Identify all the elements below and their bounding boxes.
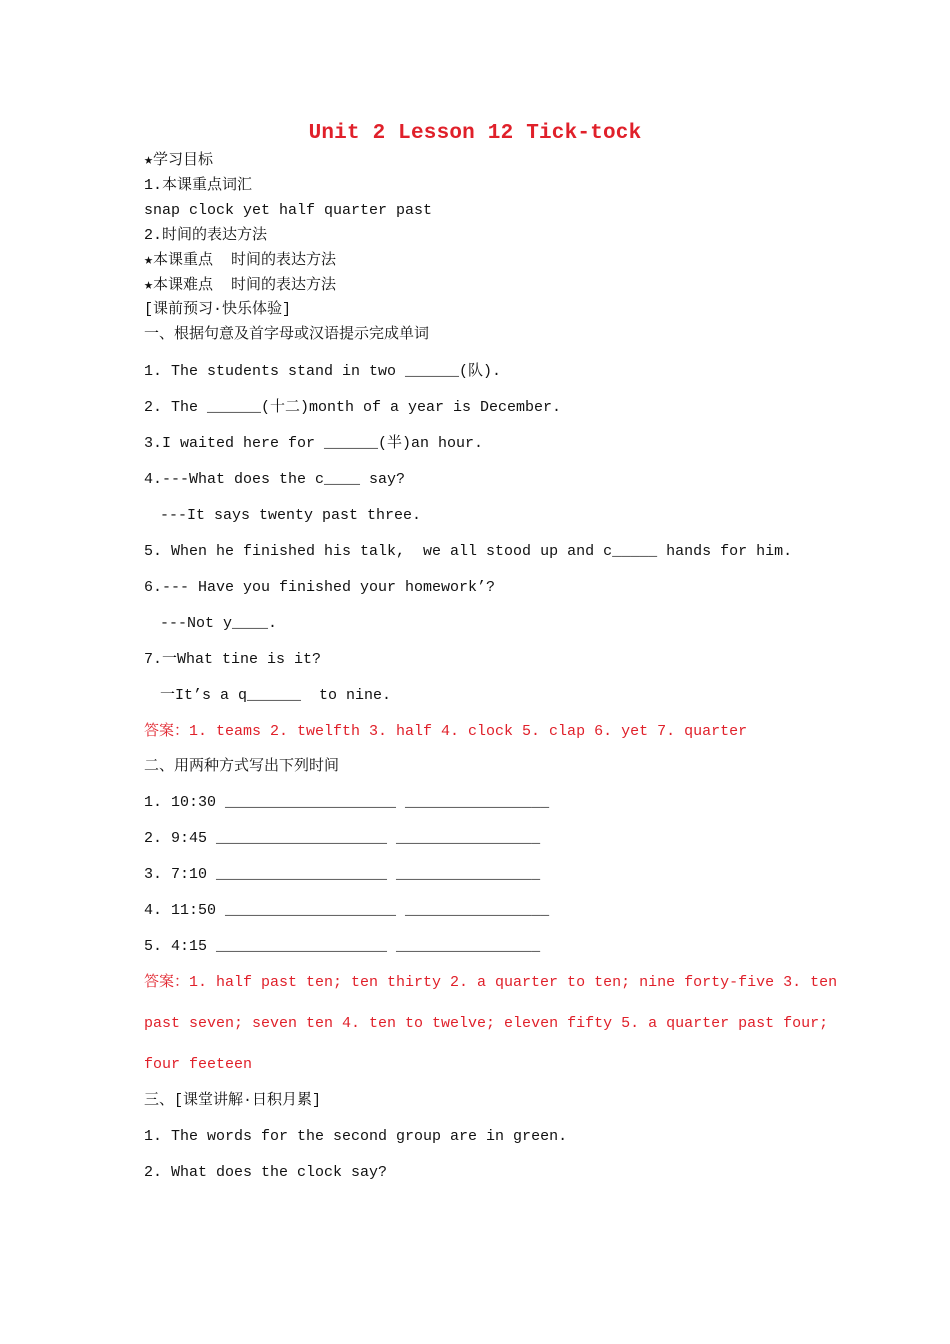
section2-question-1: 1. 10:30 ___________________ ________________	[144, 794, 550, 811]
difficulty-point: ★本课难点 时间的表达方法	[144, 277, 337, 294]
section2-question-3: 3. 7:10 ___________________ ________________	[144, 866, 541, 883]
section1-question-4-reply: ---It says twenty past three.	[160, 507, 422, 524]
section1-heading: 一、根据句意及首字母或汉语提示完成单词	[144, 326, 430, 343]
objective-item-1: 1.本课重点词汇	[144, 177, 253, 194]
section1-question-7-reply: 一It’s a q______ to nine.	[160, 687, 392, 704]
section1-question-6-reply: ---Not y____.	[160, 615, 278, 632]
objectives-heading: ★学习目标	[144, 152, 214, 169]
section2-heading: 二、用两种方式写出下列时间	[144, 758, 340, 775]
section3-item-1: 1. The words for the second group are in green.	[144, 1128, 568, 1145]
page-title: Unit 2 Lesson 12 Tick-tock	[308, 122, 642, 145]
section2-question-4: 4. 11:50 ___________________ ________________	[144, 902, 550, 919]
section1-question-4: 4.---What does the c____ say?	[144, 471, 406, 488]
section1-answer: 答案：1. teams 2. twelfth 3. half 4. clock 5. clap 6. yet 7. quarter	[144, 723, 748, 740]
section2-answer-line-2: past seven; seven ten 4. ten to twelve; eleven fifty 5. a quarter past four;	[144, 1015, 829, 1032]
section1-question-3: 3.I waited here for ______(半)an hour.	[144, 435, 484, 452]
vocab-list: snap clock yet half quarter past	[144, 202, 433, 219]
section1-question-6: 6.--- Have you finished your homework’?	[144, 579, 496, 596]
section2-question-2: 2. 9:45 ___________________ ________________	[144, 830, 541, 847]
section2-answer-line-1: 答案：1. half past ten; ten thirty 2. a quarter to ten; nine forty-five 3. ten	[144, 974, 838, 991]
section2-question-5: 5. 4:15 ___________________ ________________	[144, 938, 541, 955]
section1-question-7: 7.一What tine is it?	[144, 651, 322, 668]
section1-question-1: 1. The students stand in two ______(队).	[144, 363, 502, 380]
key-point: ★本课重点 时间的表达方法	[144, 252, 337, 269]
objective-item-2: 2.时间的表达方法	[144, 227, 268, 244]
section2-answer-line-3: four feeteen	[144, 1056, 253, 1073]
section1-question-2: 2. The ______(十二)month of a year is December.	[144, 399, 562, 416]
section3-item-2: 2. What does the clock say?	[144, 1164, 388, 1181]
section1-question-5: 5. When he finished his talk, we all stood up and c_____ hands for him.	[144, 543, 793, 560]
preview-heading: [课前预习·快乐体验]	[144, 301, 292, 318]
section3-heading: 三、[课堂讲解·日积月累]	[144, 1092, 322, 1109]
